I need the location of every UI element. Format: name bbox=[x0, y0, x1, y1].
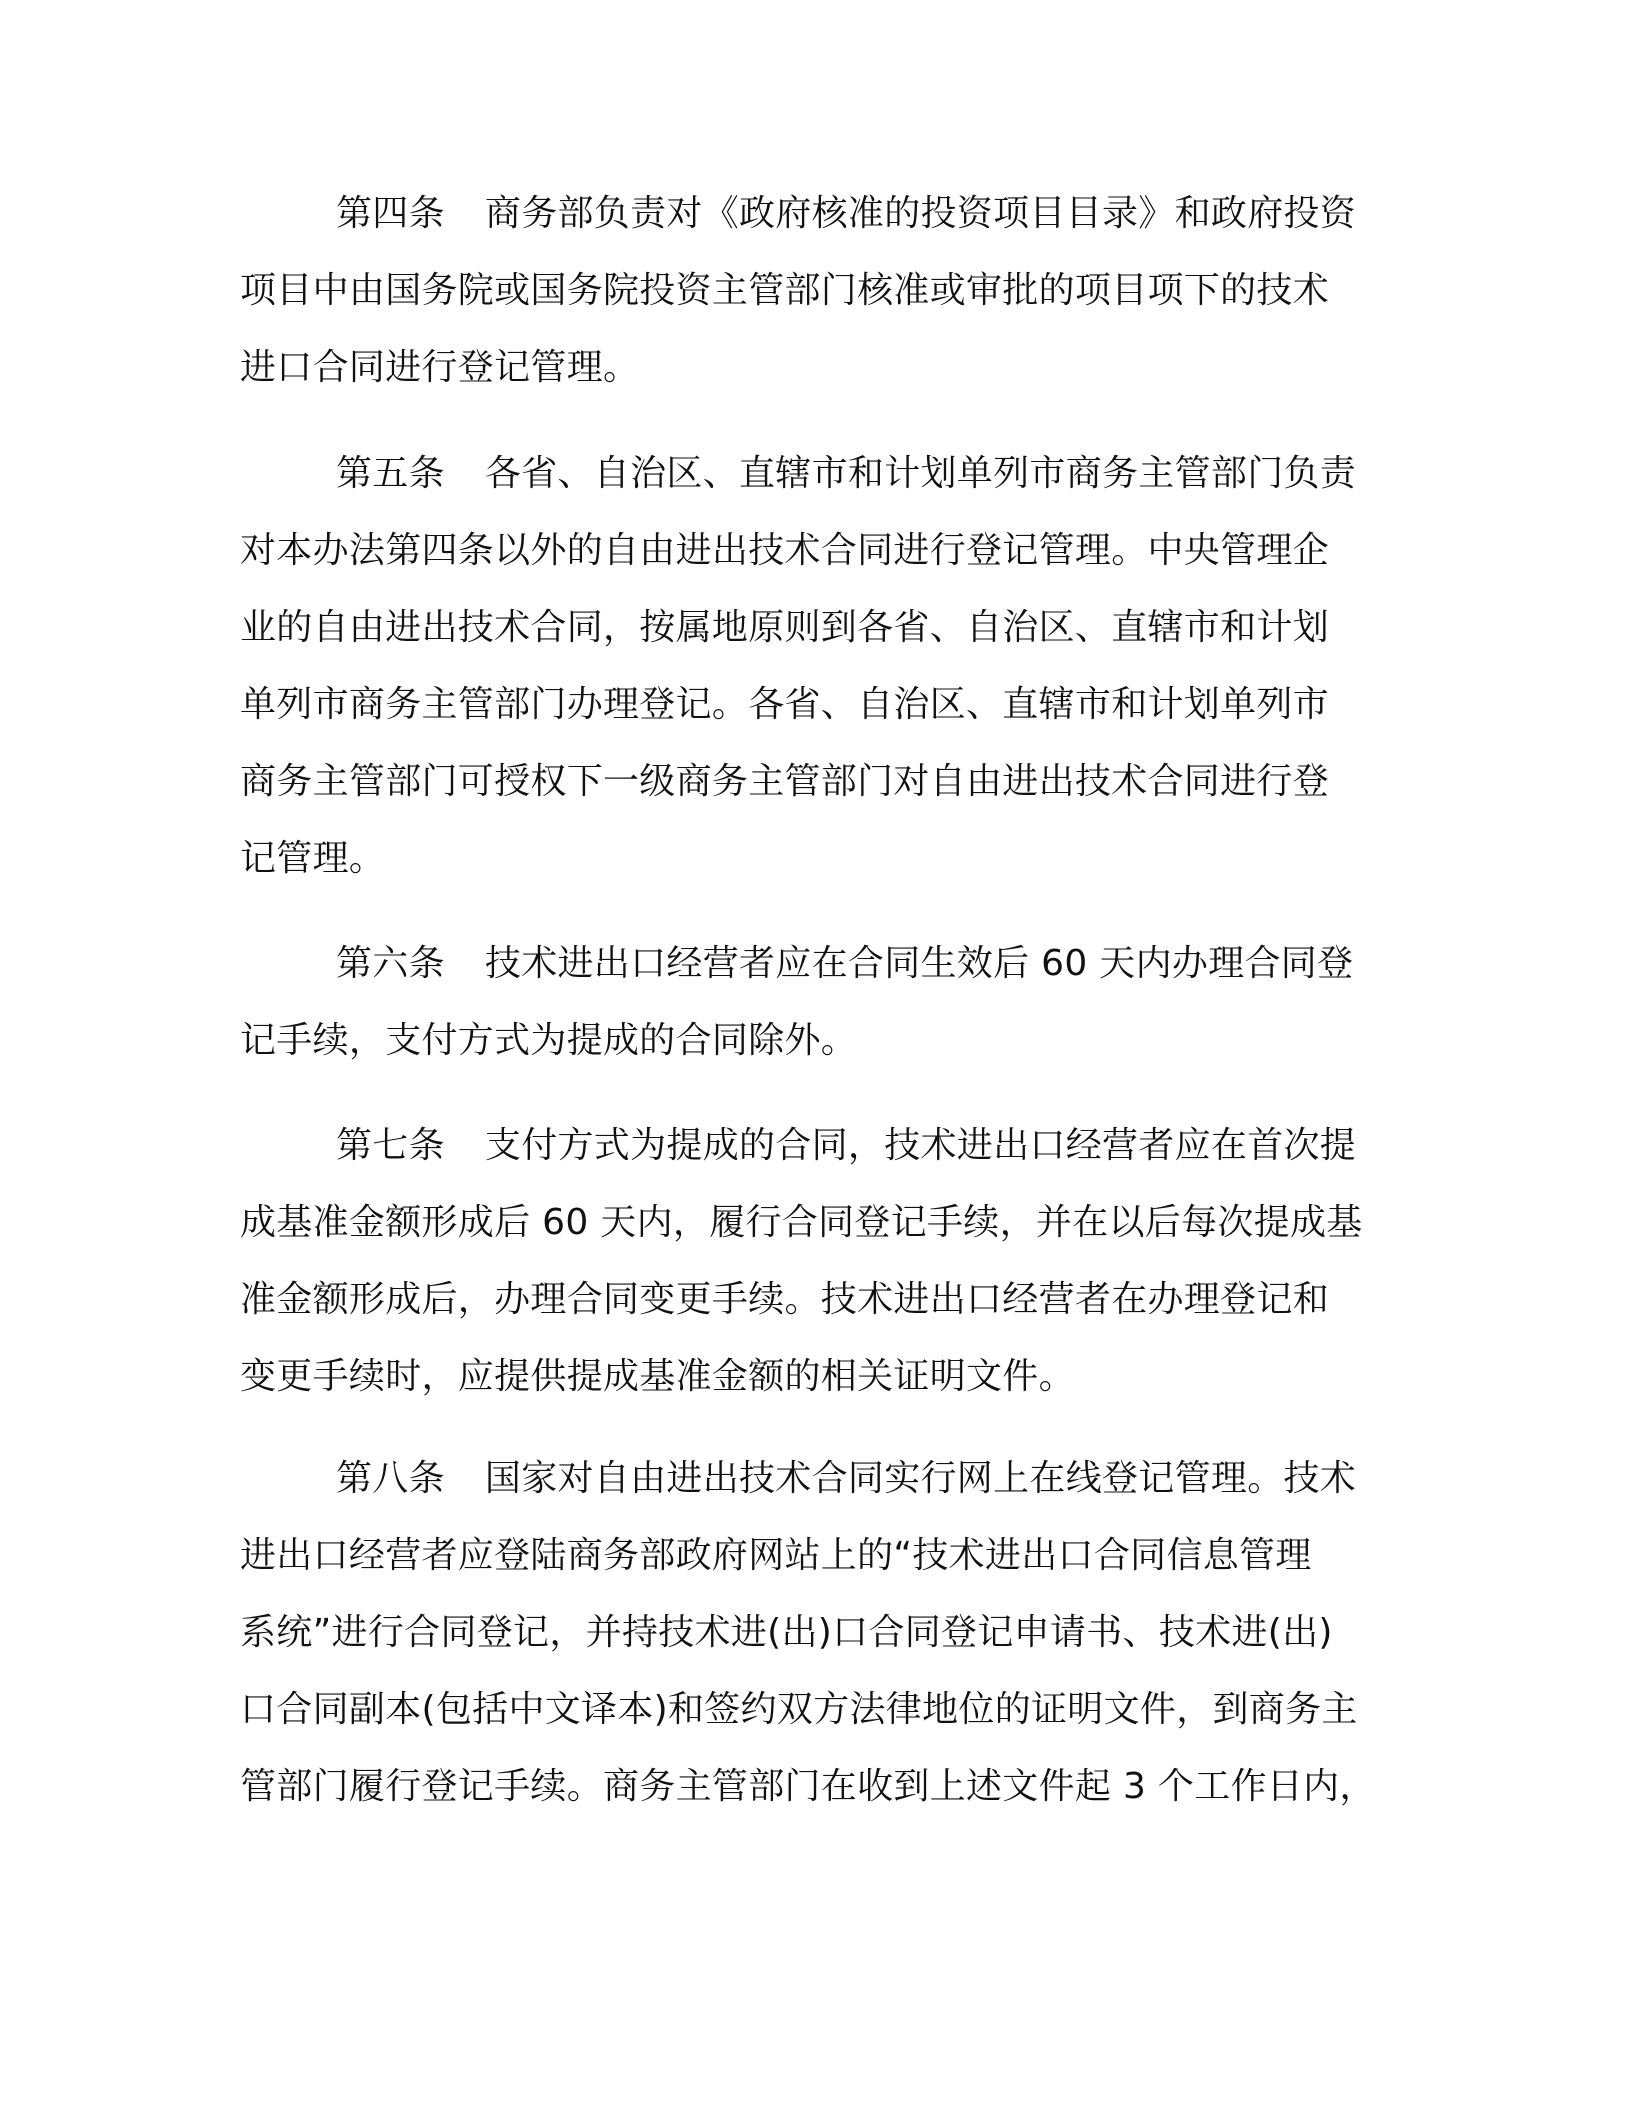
article-line bbox=[240, 435, 1380, 512]
article-line: 单列市商务主管部门办理登记。各省、自治区、直辖市和计划单列市 bbox=[240, 684, 1330, 725]
article-text: 商务部负责对《政府核准的投资项目目录》和政府投资 bbox=[484, 193, 1357, 234]
article-number: 第四条 bbox=[336, 193, 445, 234]
article-text: 国家对自由进出技术合同实行网上在线登记管理。技术 bbox=[484, 1458, 1357, 1499]
article-line: 进口合同进行登记管理。 bbox=[240, 347, 640, 388]
article-line: 准金额形成后，办理合同变更手续。技术进出口经营者在办理登记和 bbox=[240, 1279, 1330, 1320]
article-7 bbox=[240, 1107, 1380, 1415]
article-line bbox=[240, 1440, 1380, 1517]
article-line bbox=[240, 175, 1380, 252]
article-5 bbox=[240, 435, 1380, 897]
article-line: 记手续，支付方式为提成的合同除外。 bbox=[240, 1020, 858, 1061]
article-line: 业的自由进出技术合同，按属地原则到各省、自治区、直辖市和计划 bbox=[240, 607, 1330, 648]
article-number: 第五条 bbox=[336, 453, 445, 494]
article-number: 第七条 bbox=[336, 1125, 445, 1166]
article-line bbox=[240, 925, 1380, 1002]
article-text: 各省、自治区、直辖市和计划单列市商务主管部门负责 bbox=[484, 453, 1357, 494]
article-text: 技术进出口经营者应在合同生效后 60 天内办理合同登 bbox=[484, 943, 1354, 984]
article-line: 商务主管部门可授权下一级商务主管部门对自由进出技术合同进行登 bbox=[240, 761, 1330, 802]
article-8 bbox=[240, 1440, 1380, 1825]
article-line: 成基准金额形成后 60 天内，履行合同登记手续，并在以后每次提成基 bbox=[240, 1202, 1363, 1243]
article-line: 管部门履行登记手续。商务主管部门在收到上述文件起 3 个工作日内， bbox=[240, 1766, 1376, 1807]
article-6 bbox=[240, 925, 1380, 1079]
article-text: 支付方式为提成的合同，技术进出口经营者应在首次提 bbox=[484, 1125, 1357, 1166]
article-line: 口合同副本(包括中文译本)和签约双方法律地位的证明文件，到商务主 bbox=[240, 1689, 1358, 1730]
article-4 bbox=[240, 175, 1380, 406]
article-line: 变更手续时，应提供提成基准金额的相关证明文件。 bbox=[240, 1356, 1075, 1397]
article-number: 第六条 bbox=[336, 943, 445, 984]
article-number: 第八条 bbox=[336, 1458, 445, 1499]
article-line: 进出口经营者应登陆商务部政府网站上的“技术进出口合同信息管理 bbox=[240, 1535, 1312, 1576]
article-line: 记管理。 bbox=[240, 838, 386, 879]
article-line: 对本办法第四条以外的自由进出技术合同进行登记管理。中央管理企 bbox=[240, 530, 1330, 571]
article-line bbox=[240, 1107, 1380, 1184]
article-line: 系统”进行合同登记，并持技术进(出)口合同登记申请书、技术进(出) bbox=[240, 1612, 1333, 1653]
article-line: 项目中由国务院或国务院投资主管部门核准或审批的项目项下的技术 bbox=[240, 270, 1330, 311]
